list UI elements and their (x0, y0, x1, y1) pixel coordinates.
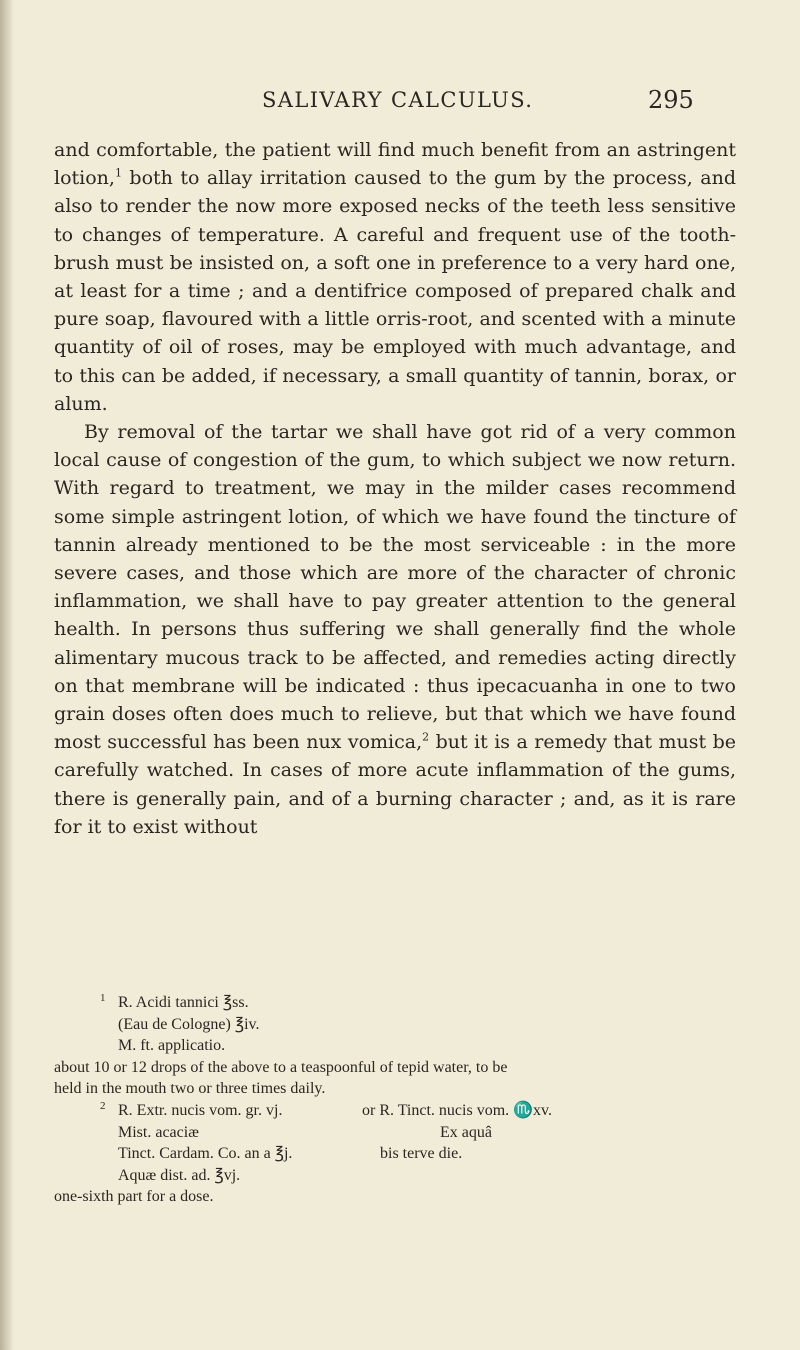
page-number: 295 (648, 86, 694, 114)
footnote-1-text-1: R. Acidi tannici ℥ss. (118, 994, 249, 1011)
paragraph-1 (54, 136, 736, 418)
footnote-2-line-5: one-sixth part for a dose. (54, 1188, 214, 1206)
paragraph-2-text-a: By removal of the tartar we shall have got rid of a very common local cause of congestion of the gum, to which subject we now return. With regard to treatment, we may in the milder cases recommend some simple astringent lotion, of which we have found the tincture of tannin already mentioned to be the most serviceable : in the more severe cases, and those which are more of the character of chronic inflammation, we shall have to pay greater attention to the general health. In persons thus suffering we shall generally find the whole alimentary mucous track to be affected, and remedies acting directly on that membrane will be indicated : thus ipecacuanha in one to two grain doses often does much to relieve, but that which we have found most successful has been nux vomica, (54, 421, 736, 754)
footnote-2-left-3: Tinct. Cardam. Co. an a ℥j. (118, 1145, 293, 1163)
footnote-ref-2: 2 (422, 730, 430, 744)
footnote-2-right-1: or R. Tinct. nucis vom. ♏xv. (362, 1101, 553, 1119)
running-title: SALIVARY CALCULUS. (262, 88, 534, 112)
paragraph-2-text-b: but it is a remedy that must be carefully watched. In cases of more acute inflammation of the gums, there is generally pain, and of a burning character ; and, as it is rare for it to exist without (54, 731, 736, 838)
footnote-1-line-4: about 10 or 12 drops of the above to a teaspoonful of tepid water, to be (54, 1058, 508, 1076)
main-text (54, 136, 736, 841)
footnote-ref-1: 1 (114, 166, 122, 180)
page-edge-shadow (0, 0, 14, 1350)
footnote-1-line-5: held in the mouth two or three times daily. (54, 1080, 326, 1098)
footnote-2-row-3 (54, 1143, 744, 1165)
footnote-2-right-3: bis terve die. (380, 1145, 463, 1163)
running-header (0, 88, 800, 118)
footnote-2-left-1: R. Extr. nucis vom. gr. vj. (118, 1101, 283, 1119)
paragraph-1-text-b: both to allay irritation caused to the gum by the process, and also to render the now more exposed necks of the teeth less sensitive to changes of temperature. A careful and frequent use of the tooth-brush must be insisted on, a soft one in preference to a very hard one, at least for a time ; and a dentifrice composed of prepared chalk and pure soap, flavoured with a little orris-root, and scented with a minute quantity of oil of roses, may be employed with much advantage, and to this can be added, if necessary, a small quantity of tannin, borax, or alum. (54, 167, 736, 415)
footnote-2-line-4: Aquæ dist. ad. ℥vj. (118, 1166, 241, 1184)
footnote-2-left-2: Mist. acaciæ (118, 1123, 199, 1141)
footnote-2-right-2: Ex aquâ (440, 1123, 492, 1141)
footnote-2-row-2 (54, 1122, 744, 1144)
paragraph-2 (54, 418, 736, 841)
footnote-1-line-2: (Eau de Cologne) ℥iv. (118, 1015, 260, 1033)
footnote-2-row-1: 2 R. Extr. nucis vom. gr. vj. or R. Tinct. nucis vom. ♏xv. (54, 1100, 744, 1122)
footnotes (54, 992, 744, 1208)
footnote-1-line-1: 1 R. Acidi tannici ℥ss. (100, 991, 249, 1011)
footnote-1-line-3: M. ft. applicatio. (118, 1037, 226, 1055)
paragraph-1-text-a: and comfortable, the patient will find much benefit from an astringent lotion, (54, 139, 736, 190)
